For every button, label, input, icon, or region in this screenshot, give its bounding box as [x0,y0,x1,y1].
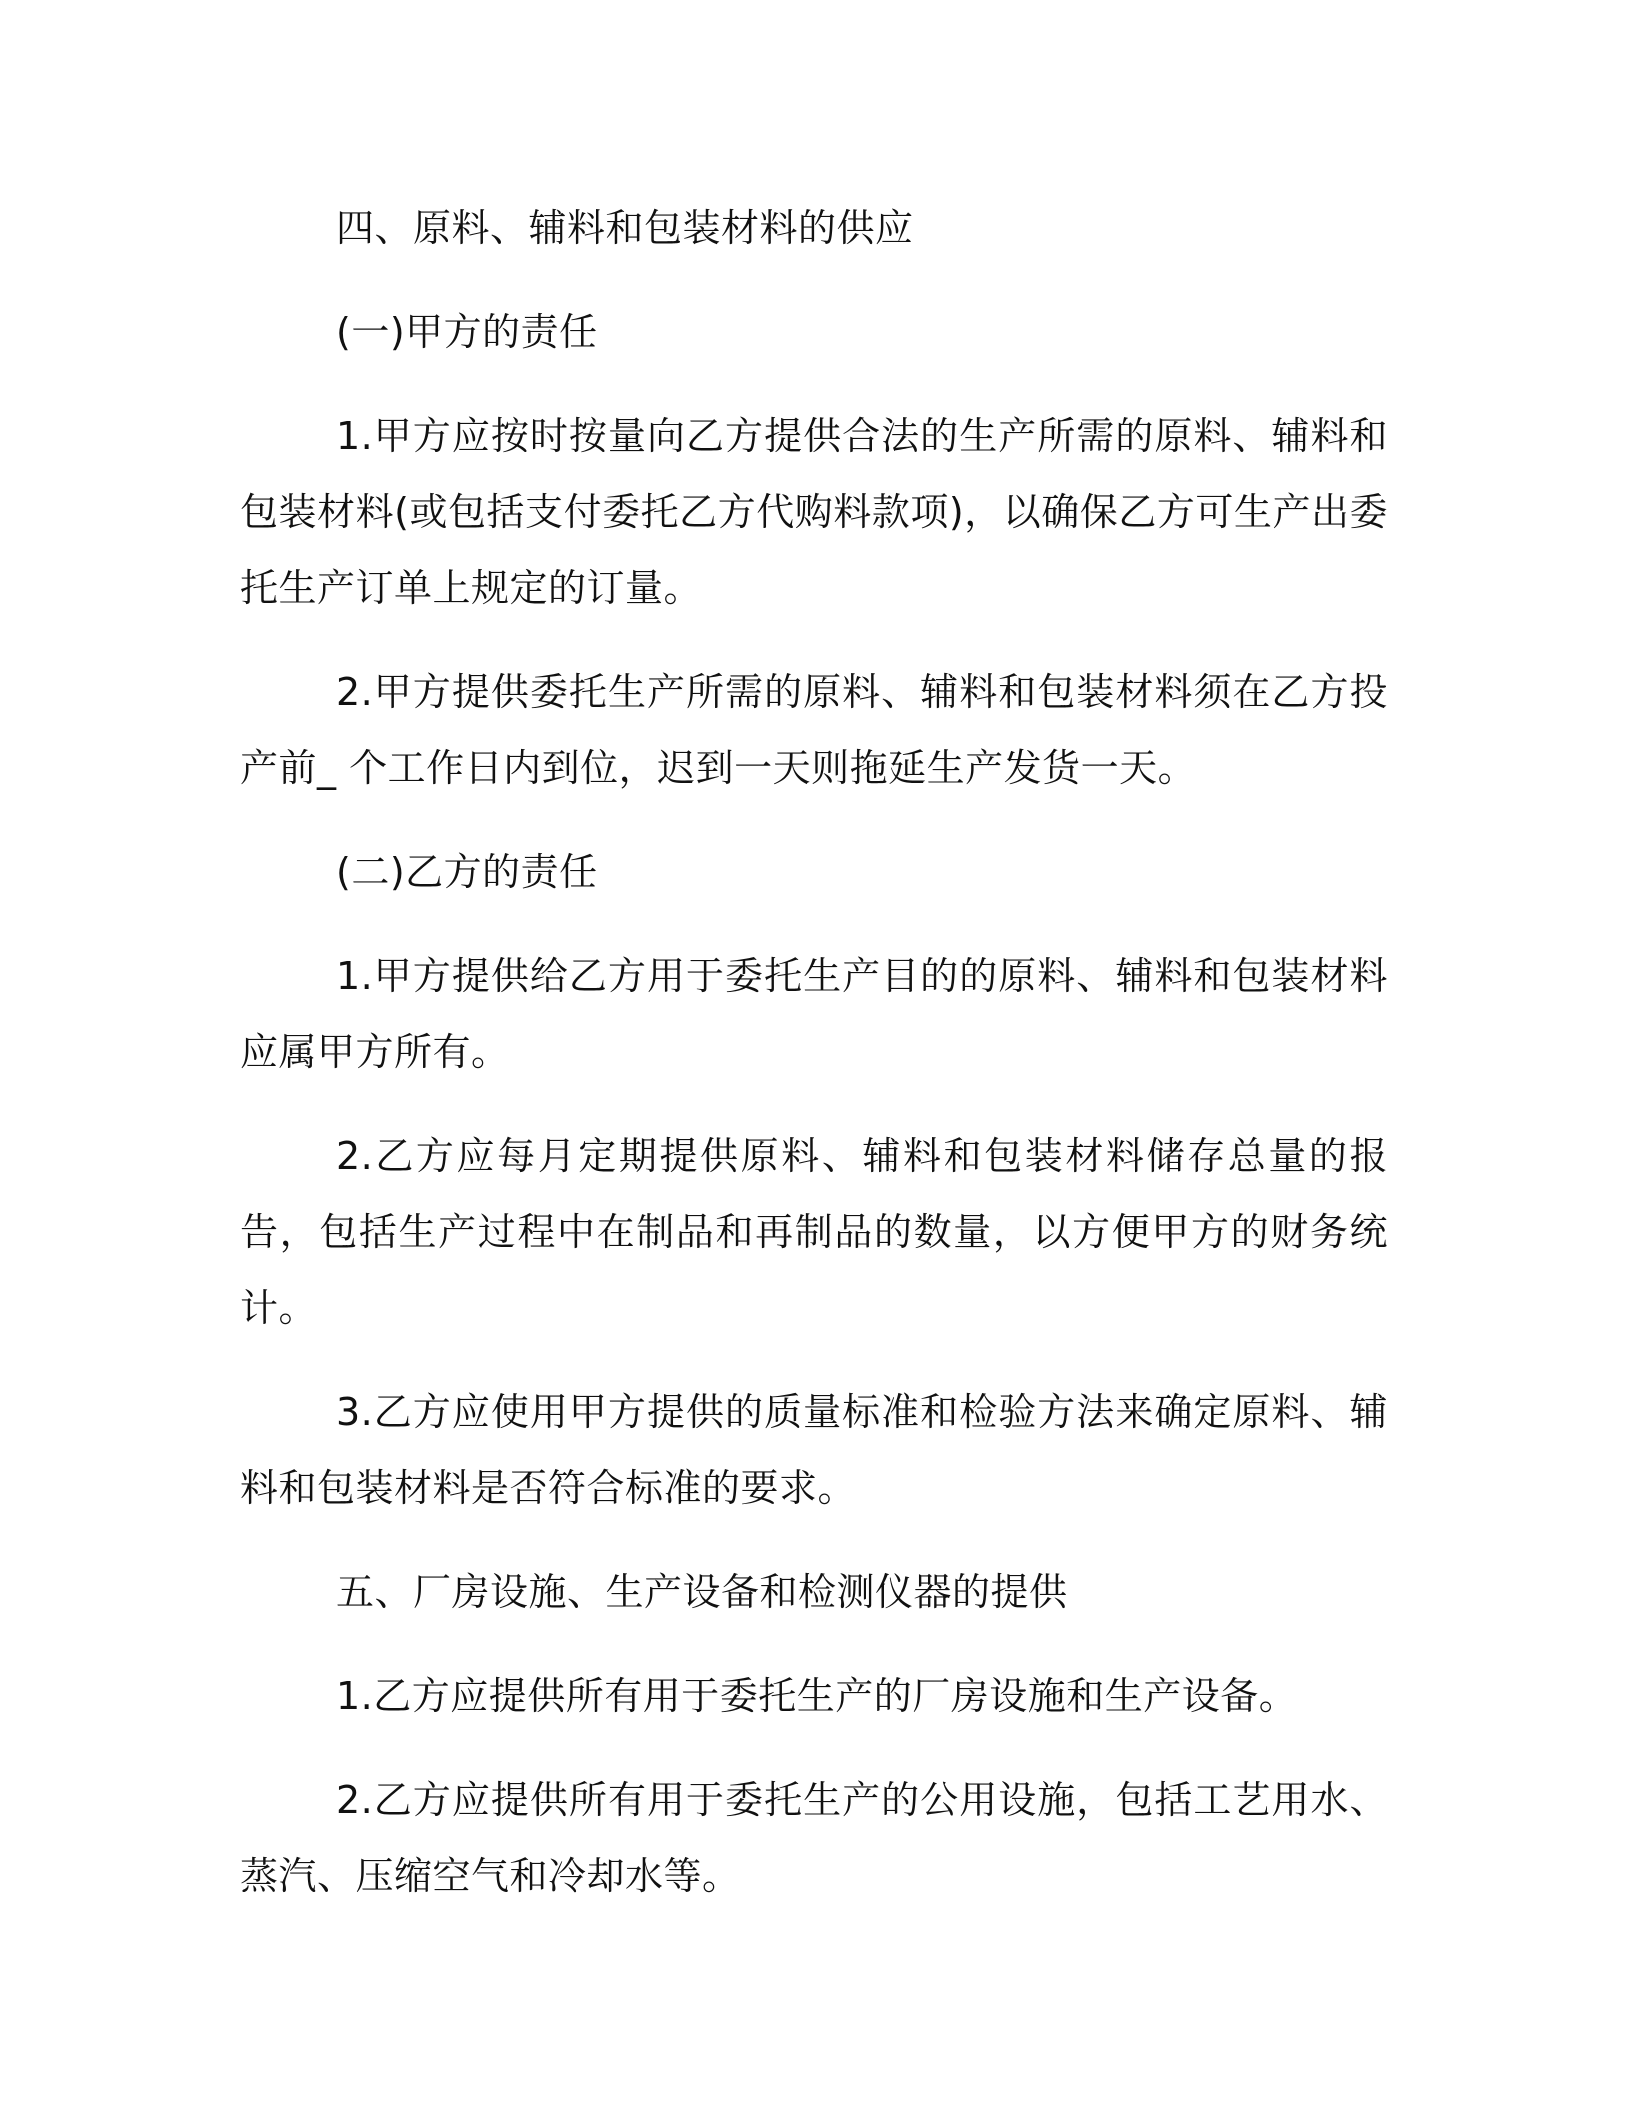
party-a-heading: (一)甲方的责任 [336,310,598,354]
section-5-heading: 五、厂房设施、生产设备和检测仪器的提供 [336,1570,1068,1614]
party-b-item-2: 2.乙方应每月定期提供原料、辅料和包装材料储存总量的报告，包括生产过程中在制品和再制品的数量，以方便甲方的财务统计。 [240,1134,1388,1330]
party-b-item-1: 1.甲方提供给乙方用于委托生产目的的原料、辅料和包装材料应属甲方所有。 [240,954,1388,1074]
document-body [240,190,1388,1942]
party-b-heading: (二)乙方的责任 [336,850,598,894]
party-a-item-2: 2.甲方提供委托生产所需的原料、辅料和包装材料须在乙方投产前_ 个工作日内到位，迟到一天则拖延生产发货一天。 [240,670,1388,790]
section-4-heading: 四、原料、辅料和包装材料的供应 [336,206,914,250]
party-b-item-3: 3.乙方应使用甲方提供的质量标准和检验方法来确定原料、辅料和包装材料是否符合标准的要求。 [240,1390,1388,1510]
party-a-item-1: 1.甲方应按时按量向乙方提供合法的生产所需的原料、辅料和包装材料(或包括支付委托乙方代购料款项)，以确保乙方可生产出委托生产订单上规定的订量。 [240,414,1388,610]
section-5-item-2: 2.乙方应提供所有用于委托生产的公用设施，包括工艺用水、蒸汽、压缩空气和冷却水等。 [240,1778,1388,1898]
section-5-item-1: 1.乙方应提供所有用于委托生产的厂房设施和生产设备。 [336,1674,1298,1718]
